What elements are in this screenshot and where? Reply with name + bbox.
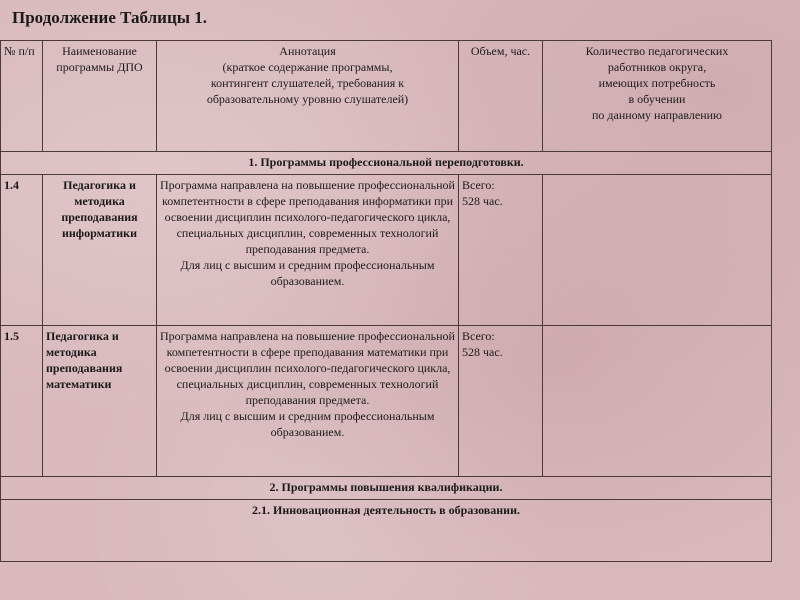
section-row xyxy=(1,500,772,562)
header-count-line: работников округа, xyxy=(607,60,707,74)
section-row xyxy=(1,152,772,175)
audience-text: Для лиц с высшим и средним профессиональным образованием. xyxy=(180,258,435,288)
header-count-line: имеющих потребность xyxy=(598,76,716,90)
section-title: 1. Программы профессиональной переподготовки. xyxy=(1,152,772,175)
volume-value: 528 час. xyxy=(462,345,503,359)
table-row xyxy=(1,175,772,326)
program-volume xyxy=(459,326,543,477)
page-title: Продолжение Таблицы 1. xyxy=(12,8,208,27)
program-count xyxy=(543,175,772,326)
program-annotation xyxy=(157,326,459,477)
section-row xyxy=(1,477,772,500)
volume-label: Всего: xyxy=(462,178,495,192)
row-num: 1.4 xyxy=(1,175,43,326)
header-annotation-line: Аннотация xyxy=(279,44,336,58)
program-name: Педагогика и методика преподавания математики xyxy=(43,326,157,477)
header-count-line: Количество педагогических xyxy=(585,44,729,58)
annotation-text: Программа направлена на повышение профессиональной компетентности в сфере преподавания математики при освоении дисциплин психолого-педагогического цикла, специальных дисциплин, современных технологий преподавания предмета. xyxy=(160,329,455,407)
program-count xyxy=(543,326,772,477)
header-count xyxy=(543,41,772,152)
volume-label: Всего: xyxy=(462,329,495,343)
header-count-line: по данному направлению xyxy=(591,108,723,122)
header-name: Наименование программы ДПО xyxy=(43,41,157,152)
header-num: № п/п xyxy=(1,41,43,152)
table-row xyxy=(1,326,772,477)
program-name: Педагогика и методика преподавания информатики xyxy=(43,175,157,326)
audience-text: Для лиц с высшим и средним профессиональным образованием. xyxy=(180,409,435,439)
header-row xyxy=(1,41,772,152)
programs-table xyxy=(0,40,772,562)
header-count-line: в обучении xyxy=(628,92,686,106)
volume-value: 528 час. xyxy=(462,194,503,208)
header-annotation-line: (краткое содержание программы, xyxy=(222,60,393,74)
header-annotation xyxy=(157,41,459,152)
section-title: 2. Программы повышения квалификации. xyxy=(1,477,772,500)
program-annotation xyxy=(157,175,459,326)
program-volume xyxy=(459,175,543,326)
subsection-title: 2.1. Инновационная деятельность в образовании. xyxy=(1,500,772,562)
header-annotation-line: контингент слушателей, требования к xyxy=(210,76,405,90)
annotation-text: Программа направлена на повышение профессиональной компетентности в сфере преподавания информатики при освоении дисциплин психолого-педагогического цикла, специальных дисциплин, современных технологий преподавания предмета. xyxy=(160,178,455,256)
row-num: 1.5 xyxy=(1,326,43,477)
header-volume: Объем, час. xyxy=(459,41,543,152)
header-annotation-line: образовательному уровню слушателей) xyxy=(206,92,409,106)
